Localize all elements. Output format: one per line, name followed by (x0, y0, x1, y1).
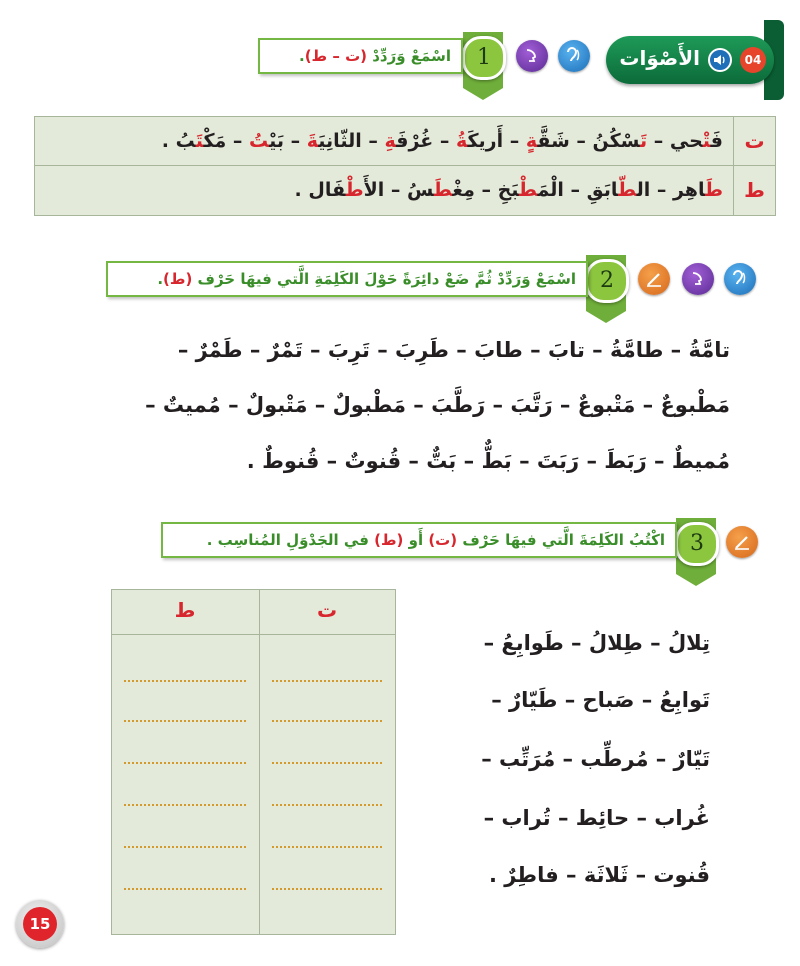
answer-line[interactable] (272, 720, 382, 722)
word-text: حي – (647, 130, 703, 152)
highlighted-letter: طْ (519, 179, 538, 201)
highlighted-letter: تُ (249, 130, 270, 152)
repeat-mouth-icon[interactable] (516, 40, 548, 72)
word-text: سْكُنُ – شَقَّ (537, 130, 640, 152)
word-text: – الثّانِيَ (318, 130, 385, 152)
word-list-line-2: تَوابِعُ – صَباح – طَيّارٌ – (491, 688, 710, 712)
word-text: اهِر – ال (636, 179, 706, 201)
exercise-number-3: 3 (675, 522, 719, 566)
row-words-ta (162, 117, 723, 165)
speaker-icon[interactable] (708, 48, 732, 72)
column-header-ta: ت (316, 598, 338, 622)
instruction-1-end: . (298, 47, 305, 65)
word-text: – بَيْ (269, 130, 307, 152)
word-text: – غُرْفَ (396, 130, 456, 152)
word-list-line-3: تَيّارٌ – مُرطِّب – مُرَتِّب – (481, 747, 710, 771)
answer-line[interactable] (124, 762, 246, 764)
table-row-ta (35, 117, 775, 165)
table-row-taa (35, 166, 775, 214)
answer-line[interactable] (124, 804, 246, 806)
instruction-2 (106, 261, 588, 297)
word-line-1: تامَّةُ – طامَّةُ – تابَ – طابَ – طَرِبَ – تَرِبَ – تَمْرٌ – طَمْرٌ – (177, 338, 730, 362)
word-text: فَال . (294, 179, 346, 201)
instruction-3-text: اكْتُبُ الكَلِمَةَ الَّتي فيهَا حَرْف (457, 531, 665, 549)
instruction-3-letter-ta: (ت) (428, 531, 458, 549)
answer-table (111, 589, 396, 935)
word-text: بَخِ – مِغْ (452, 179, 520, 201)
word-line-3: مُميطٌ – رَبَطَ – رَبَتَ – بَطٌّ – بَتٌّ – قُنوتٌ – قُنوطٌ . (246, 449, 730, 473)
listen-ear-icon[interactable] (558, 40, 590, 72)
row-letter-ta: ت (744, 129, 765, 153)
repeat-mouth-icon[interactable] (682, 263, 714, 295)
lesson-header (606, 36, 774, 84)
instruction-2-letter: (ط) (163, 270, 193, 288)
highlighted-letter: ةٍ (525, 130, 538, 152)
instruction-1 (258, 38, 463, 74)
word-list-line-1: تِلالُ – طِلالُ – طَوابِعُ – (483, 631, 710, 655)
page-number: 15 (23, 907, 57, 941)
header-divider (112, 634, 395, 635)
word-text: فَ (710, 130, 723, 152)
instruction-3-letter-taa: (ط) (374, 531, 404, 549)
answer-line[interactable] (272, 888, 382, 890)
highlighted-letter: ةِ (384, 130, 396, 152)
word-text: بُ . (161, 130, 196, 152)
highlighted-letter: تَ (195, 130, 204, 152)
letters-table (34, 116, 776, 216)
answer-line[interactable] (272, 846, 382, 848)
word-list-line-5: قُنوت – ثَلاثَة – فاطِرٌ . (488, 863, 710, 887)
highlighted-letter: ةُ (455, 130, 468, 152)
row-letter-taa: ط (744, 178, 765, 202)
word-text: ابَقِ – الْمَ (537, 179, 619, 201)
instruction-2-end: . (157, 270, 164, 288)
word-text: – أَريكَ (467, 130, 526, 152)
answer-line[interactable] (272, 804, 382, 806)
write-pencil-icon[interactable] (638, 263, 670, 295)
lesson-title: الأَصْوَات (619, 46, 700, 70)
highlighted-letter: طَ (433, 179, 453, 201)
answer-line[interactable] (124, 680, 246, 682)
answer-line[interactable] (124, 720, 246, 722)
highlighted-letter: ةَ (306, 130, 319, 152)
instruction-2-text: اسْمَعْ وَرَدِّدْ ثُمَّ ضَعْ دائِرَةً حَوْلَ الكَلِمَةِ الَّتي فيهَا حَرْف (192, 270, 576, 288)
word-text: سُ – الأَ (363, 179, 434, 201)
column-divider (259, 590, 260, 934)
exercise-number-1: 1 (462, 36, 506, 80)
instruction-3-end: في الجَدْوَلِ المُناسِب . (206, 531, 375, 549)
highlighted-letter: طّ (618, 179, 637, 201)
answer-line[interactable] (124, 888, 246, 890)
instruction-1-letters: (ت – ط) (304, 47, 367, 65)
answer-line[interactable] (272, 680, 382, 682)
listen-ear-icon[interactable] (724, 263, 756, 295)
word-list-line-4: غُراب – حائِط – تُراب – (483, 806, 710, 830)
highlighted-letter: طَ (705, 179, 723, 201)
word-line-2: مَطْبوعٌ – مَتْبوعٌ – رَتَّبَ – رَطَّبَ – مَطْبولٌ – مَتْبولٌ – مُميتٌ – (145, 393, 730, 417)
instruction-3-or: أَو (403, 531, 429, 549)
highlighted-letter: تَ (639, 130, 648, 152)
column-header-taa: ط (174, 598, 196, 622)
answer-line[interactable] (124, 846, 246, 848)
instruction-3 (161, 522, 677, 558)
word-text: – مَكْ (203, 130, 250, 152)
highlighted-letter: طْ (345, 179, 364, 201)
row-words-taa (295, 166, 723, 214)
highlighted-letter: تْ (702, 130, 711, 152)
write-pencil-icon[interactable] (726, 526, 758, 558)
instruction-1-text: اسْمَعْ وَرَدِّدْ (367, 47, 451, 65)
answer-line[interactable] (272, 762, 382, 764)
exercise-number-2: 2 (585, 259, 629, 303)
lesson-number: 04 (740, 47, 766, 73)
page-number-badge (16, 900, 64, 948)
